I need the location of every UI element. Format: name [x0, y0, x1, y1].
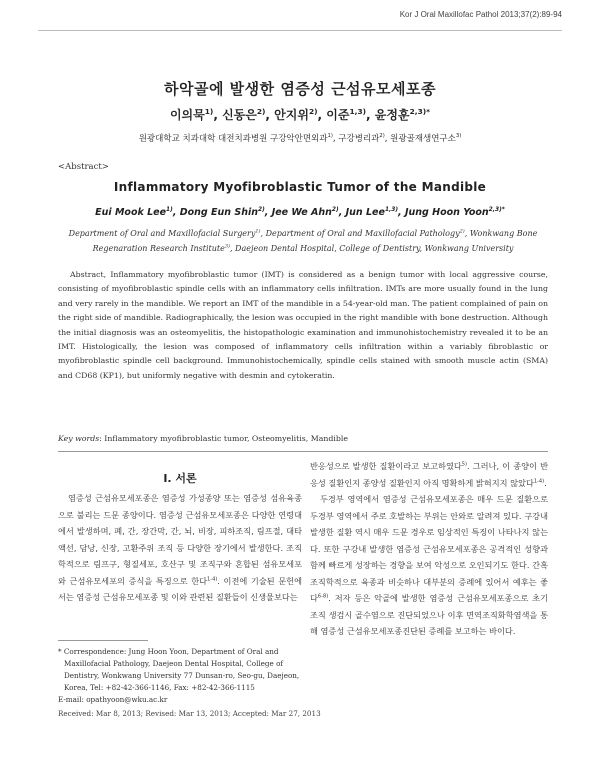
- keywords: [58, 434, 348, 443]
- author-sup: 1,3): [384, 206, 399, 213]
- paragraph-text: .: [544, 477, 547, 488]
- author-name: Dong Eun Shin: [179, 207, 258, 218]
- footnote-rule: [58, 640, 148, 641]
- citation-sup: 6-8): [317, 593, 329, 600]
- affiliation: Department of Oral and Maxillofacial Surgery: [68, 229, 256, 238]
- paragraph-text: 두경부 영역에서 염증성 근섬유모세포종은 매우 드문 질환으로 두경부 영역에서 주로 호발하는 부위는 안와로 알려져 있다. 구강내 발생한 질환 역시 매우 드문 경우로 임상적인 특징이 나타나지 않는다. 또한 구강내 발생한 염증성 근섬유모세포종은 공격적인 성향과 함께 빠르게 성장하는 경향을 보여 악성으로 오인되기도 한다. 간혹 조직학적으로 육종과 비슷하나 대부분의 증례에 있어서 예후는 좋다: [310, 494, 548, 603]
- paragraph-text: . 그러나, 이 종양이 반응성 질환인지 종양성 질환인지 아직 명확하게 밝혀지지 않았다: [310, 461, 548, 488]
- footnote-text: * Correspondence: Jung Hoon Yoon, Department of Oral and Maxillofacial Pathology, Daejeon Dental Hospital, College of Dentistry, Wonkwang University 77 Dunsan-ro, Seo-gu, Daejeon, Korea, Tel: +82-42-366-1146, Fax: +82-42-366-1115: [58, 647, 300, 692]
- affiliation: , Wonkwang Bone Regenaration Research Institute: [92, 229, 538, 253]
- paragraph: [310, 458, 548, 491]
- author-sup: 2): [256, 107, 266, 116]
- author-sup: 2): [308, 107, 318, 116]
- paragraph-text: 염증성 근섬유모세포종은 염증성 가성종양 또는 염증성 섬유육종으로 불리는 드문 종양이다. 염증성 근섬유모세포종은 다양한 연령대에서 발생하며, 폐, 간, 장간막, 간, 뇌, 비장, 피하조직, 림프절, 대타액선, 담낭, 신장, 고환주위 조직 등 다양한 장기에서 발생한다. 조직학적으로 림프구, 형질세포, 호산구 및 조직구와 혼합된 섬유모세포와 근섬유모세포의 증식을 특징으로 한다: [58, 493, 302, 586]
- citation-sup: 1-4): [533, 477, 545, 484]
- footnote-email: E-mail: opathyoon@wku.ac.kr: [58, 695, 168, 704]
- author-sup: 1): [204, 107, 214, 116]
- affiliation: 구강병리과: [338, 134, 380, 144]
- affiliation-sup: 3): [455, 133, 462, 140]
- author-sup: 2,3)*: [409, 107, 431, 116]
- abstract-text: Abstract, Inflammatory myofibroblastic tumor (IMT) is considered as a benign tumor with local aggressive course, consisting of myofibroblastic spindle cells with an inflammatory cells infiltration. IMTs are more usually found in the lung and very rarely in the mandible. We report an IMT of the mandible in a 54-year-old man. The patient complained of pain on the right side of mandible. Radiographically, the lesion was occupied in the right mandible with bone destruction. Although the initial diagnosis was an osteomyelitis, the histopathologic examination and immunohistochemistry revealed it to be an IMT. Histologically, the lesion was composed of inflammatory cells infiltration within a variably fibroblastic or myofibroblastic spindle cell background. Immunohistochemically, spindle cells stained with smooth muscle actin (SMA) and CD68 (KP1), but uniformly negative with desmin and cytokeratin.: [58, 270, 548, 380]
- english-title: Inflammatory Myofibroblastic Tumor of the Mandible: [113, 180, 487, 194]
- abstract-divider: [58, 451, 548, 452]
- correspondence-footnote: [58, 646, 302, 706]
- intro-paragraph-left: [58, 490, 302, 606]
- author-name: 윤정훈: [374, 108, 410, 122]
- abstract-tag: <Abstract>: [58, 162, 109, 172]
- journal-citation: Kor J Oral Maxillofac Pathol 2013;37(2):89-94: [399, 10, 562, 19]
- affiliation: 원광골재생연구소: [390, 134, 456, 144]
- affiliation-sup: 1): [255, 228, 261, 235]
- korean-title: 하악골에 발생한 염증성 근섬유모세포종: [164, 80, 436, 98]
- paragraph: [310, 491, 548, 640]
- author-sup: 1,3): [349, 107, 367, 116]
- paragraph-text: . 저자 등은 악골에 발생한 염증성 근섬유모세포종으로 초기 조직 생검시 골수염으로 진단되었으나 이후 면역조직화학염색을 통해 염증성 근섬유모세포종진단된 증례를 보고하는 바이다.: [310, 593, 548, 636]
- affiliation-sup: 2): [459, 228, 465, 235]
- author-sup: 2): [257, 206, 265, 213]
- citation-sup: 5): [461, 461, 467, 468]
- author-name: Jung Hoon Yoon: [404, 207, 489, 218]
- author-name: 이의묵: [169, 108, 205, 122]
- affiliation-sup: 1): [327, 133, 333, 140]
- author-sup: 2,3)*: [488, 206, 505, 213]
- english-affiliations: [58, 226, 548, 256]
- english-authors: Eui Mook Lee$^{1)}$, Dong Eun Shin$^{2)}$, Jee We Ahn$^{2)}$, Jun Lee$^{1,3)}$, Jung Hoon Yoon$^{2,3)*}$: [95, 206, 505, 218]
- intro-column-right: [310, 458, 548, 640]
- author-name: 이준: [326, 108, 350, 122]
- affiliation: , Department of Oral and Maxillofacial Pathology: [260, 229, 460, 238]
- header-rule: [38, 30, 562, 31]
- keywords-label: Key words: [58, 434, 100, 443]
- author-name: Eui Mook Lee: [95, 207, 167, 218]
- korean-authors: 이의묵$^{1)}$, 신동은$^{2)}$, 안지위$^{2)}$, 이준$^{1,3)}$, 윤정훈$^{2,3)*}$: [169, 107, 431, 122]
- citation-sup: 1-4): [207, 575, 218, 582]
- author-name: 안지위: [274, 108, 309, 122]
- author-name: Jee We Ahn: [271, 207, 332, 218]
- affiliation-sup: 2): [379, 133, 385, 140]
- affiliation: 원광대학교 치과대학 대전치과병원 구강악안면외과: [138, 134, 328, 144]
- affiliation: , Daejeon Dental Hospital, College of Dentistry, Wonkwang University: [229, 244, 514, 253]
- section-heading: Ⅰ. 서론: [163, 472, 197, 485]
- keywords-text: : Inflammatory myofibroblastic tumor, Osteomyelitis, Mandible: [99, 434, 348, 443]
- author-sup: 2): [331, 206, 339, 213]
- paragraph-text: . 이전에 기술된 문헌에서는 염증성 근섬유모세포종 및 이와 관련된 질환들이 신생물보다는: [58, 575, 302, 602]
- author-sup: 1): [166, 206, 173, 213]
- affiliation-sup: 3): [224, 243, 230, 250]
- received-dates: Received: Mar 8, 2013; Revised: Mar 13, 2013; Accepted: Mar 27, 2013: [58, 709, 321, 718]
- paragraph-text: 반응성으로 발생한 질환이라고 보고하였다: [310, 461, 462, 471]
- author-name: 신동은: [222, 108, 257, 122]
- korean-affiliations: 원광대학교 치과대학 대전치과병원 구강악안면외과$^{1)}$, 구강병리과$^{2)}$, 원광골재생연구소$^{3)}$: [138, 133, 462, 144]
- author-name: Jun Lee: [345, 207, 385, 218]
